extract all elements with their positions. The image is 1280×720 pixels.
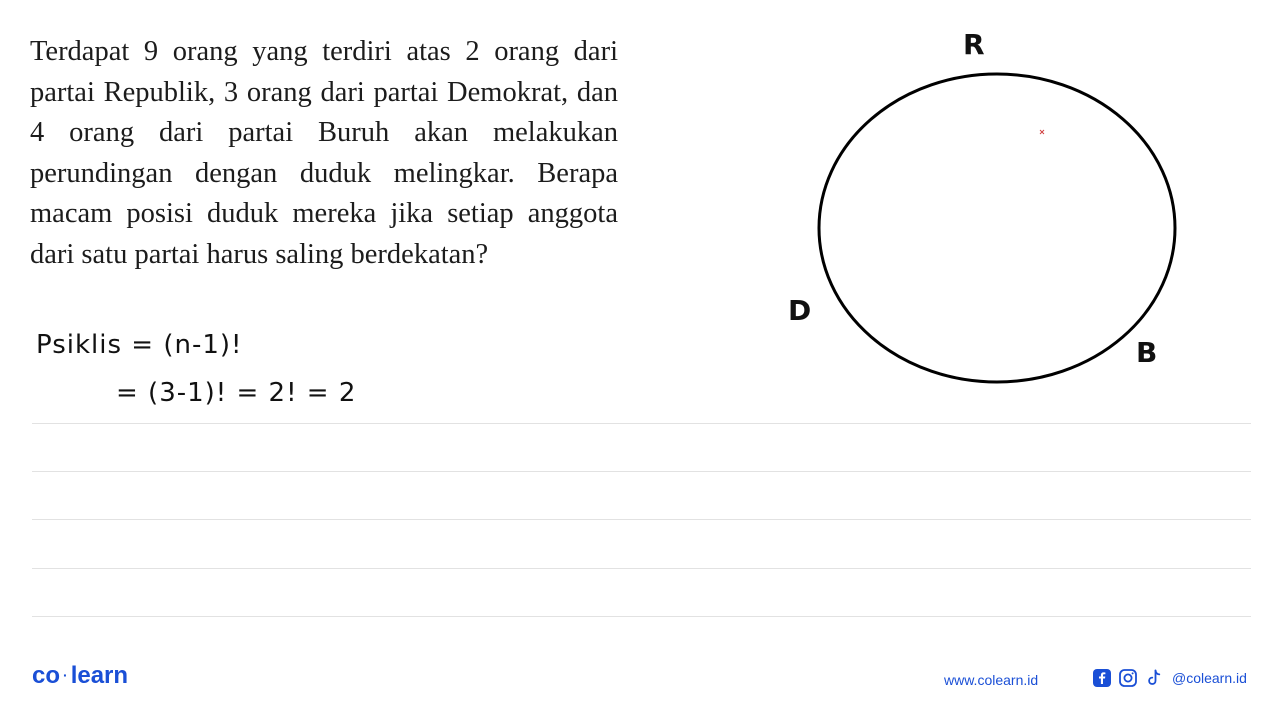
facebook-icon[interactable] (1092, 668, 1112, 688)
solution-line-2: = (3-1)! = 2! = 2 (116, 378, 357, 408)
ruled-line (32, 423, 1251, 424)
instagram-icon[interactable] (1118, 668, 1138, 688)
problem-text: Terdapat 9 orang yang terdiri atas 2 orang dari partai Republik, 3 orang dari partai Demokrat, dan 4 orang dari partai Buruh akan melakukan perundingan dengan duduk melingkar. Berapa macam posisi duduk mereka jika setiap anggota dari satu partai harus saling berdekatan? (30, 36, 618, 270)
solution-line-1: Psiklis = (n-1)! (36, 330, 243, 360)
seat-marker (1040, 130, 1044, 134)
social-handle[interactable]: @colearn.id (1172, 670, 1247, 686)
label-buruh: B (1136, 336, 1158, 369)
tiktok-icon[interactable] (1144, 668, 1164, 688)
ruled-line (32, 471, 1251, 472)
logo-learn: learn (70, 662, 129, 689)
round-table-circle (819, 74, 1175, 382)
website-link[interactable]: www.colearn.id (944, 672, 1039, 688)
logo-co: co (32, 662, 61, 689)
logo-dot: · (63, 667, 68, 683)
social-links (1092, 668, 1247, 688)
label-demokrat: D (788, 294, 812, 327)
ruled-line (32, 519, 1251, 520)
colearn-logo (32, 662, 128, 690)
label-republik: R (963, 28, 985, 61)
ruled-line (32, 616, 1251, 617)
ruled-line (32, 568, 1251, 569)
